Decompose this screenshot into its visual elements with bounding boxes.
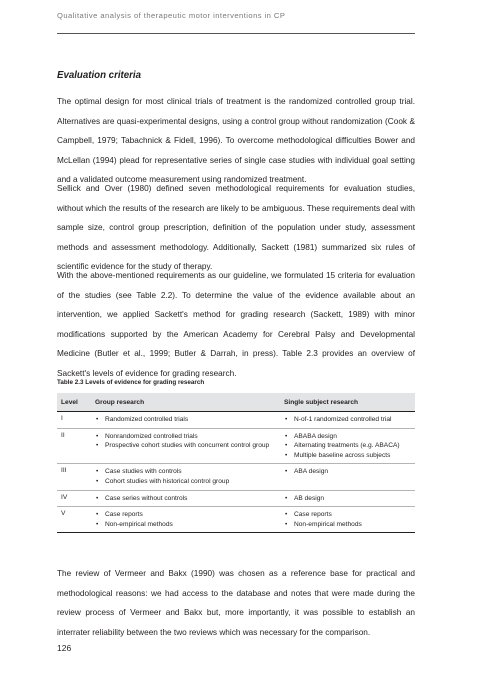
section-heading: Evaluation criteria (57, 70, 141, 81)
evidence-levels-table (57, 393, 415, 533)
list-item: • Cohort studies with historical control group (95, 477, 276, 487)
group-research-cell (91, 490, 280, 507)
list-item: • Non-empirical methods (95, 520, 276, 530)
paragraph-2: Sellick and Over (1980) defined seven methodological requirements for evaluation studies, without which the results of the research are likely to be ambiguous. These requirements deal with sample size, control group prescription, definition of the population under study, assessment methods and assessment methodology. Additionally, Sackett (1981) summarized six rules of scientific evidence for the study of therapy. (57, 184, 415, 272)
level-cell: IV (57, 490, 91, 507)
table-row (57, 428, 415, 464)
group-research-cell (91, 507, 280, 533)
group-research-cell (91, 428, 280, 464)
header-single-subject-research: Single subject research (280, 393, 415, 412)
list-item: • Alternating treatments (e.g. ABACA) (284, 441, 411, 451)
list-item: • Nonrandomized controlled trials (95, 432, 276, 442)
header-level: Level (57, 393, 91, 412)
list-item: • ABA design (284, 467, 411, 477)
single-subject-cell (280, 428, 415, 464)
group-research-cell (91, 464, 280, 490)
header-divider (57, 33, 415, 34)
table-header-row (57, 393, 415, 412)
table-row (57, 412, 415, 429)
list-item: • N-of-1 randomized controlled trial (284, 415, 411, 425)
paragraph-3: With the above-mentioned requirements as our guideline, we formulated 15 criteria for evaluation of the studies (see Table 2.2). To determine the value of the evidence available about an intervention, we applied Sackett's method for grading research (Sackett, 1989) with minor modifications supported by the American Academy for Cerebral Palsy and Developmental Medicine (Butler et al., 1999; Butler & Darrah, in press). Table 2.3 provides an overview of Sackett's levels of evidence for grading research. (57, 271, 415, 378)
single-subject-cell (280, 507, 415, 533)
level-cell: I (57, 412, 91, 429)
single-subject-cell (280, 464, 415, 490)
paragraph-1: The optimal design for most clinical trials of treatment is the randomized controlled group trial. Alternatives are quasi-experimental designs, using a control group without randomization (Cook & Campbell, 1979; Tabachnick & Fidell, 1996). To overcome methodological difficulties Bower and McLellan (1994) plead for representative series of single case studies with individual goal setting and a validated outcome measurement using randomized treatment. (57, 97, 415, 185)
list-item: • ABABA design (284, 432, 411, 442)
table-caption: Table 2.3 Levels of evidence for grading research (57, 379, 205, 386)
level-cell: II (57, 428, 91, 464)
list-item: • Case reports (284, 510, 411, 520)
level-cell: V (57, 507, 91, 533)
single-subject-cell (280, 412, 415, 429)
page-number: 126 (57, 643, 72, 653)
table-row (57, 464, 415, 490)
table-row (57, 507, 415, 533)
level-cell: III (57, 464, 91, 490)
list-item: • Multiple baseline across subjects (284, 451, 411, 461)
header-group-research: Group research (91, 393, 280, 412)
list-item: • Case series without controls (95, 494, 276, 504)
single-subject-cell (280, 490, 415, 507)
list-item: • AB design (284, 494, 411, 504)
paragraph-4: The review of Vermeer and Bakx (1990) was chosen as a reference base for practical and methodological reasons: we had access to the database and notes that were made during the review process of Vermeer and Bakx but, more importantly, it was possible to establish an interrater reliability between the two reviews which was necessary for the comparison. (57, 569, 415, 637)
list-item: • Case reports (95, 510, 276, 520)
list-item: • Case studies with controls (95, 467, 276, 477)
list-item: • Non-empirical methods (284, 520, 411, 530)
list-item: • Randomized controlled trials (95, 415, 276, 425)
list-item: • Prospective cohort studies with concurrent control group (95, 441, 276, 451)
table-row (57, 490, 415, 507)
group-research-cell (91, 412, 280, 429)
running-header: Qualitative analysis of therapeutic motor interventions in CP (57, 11, 286, 20)
